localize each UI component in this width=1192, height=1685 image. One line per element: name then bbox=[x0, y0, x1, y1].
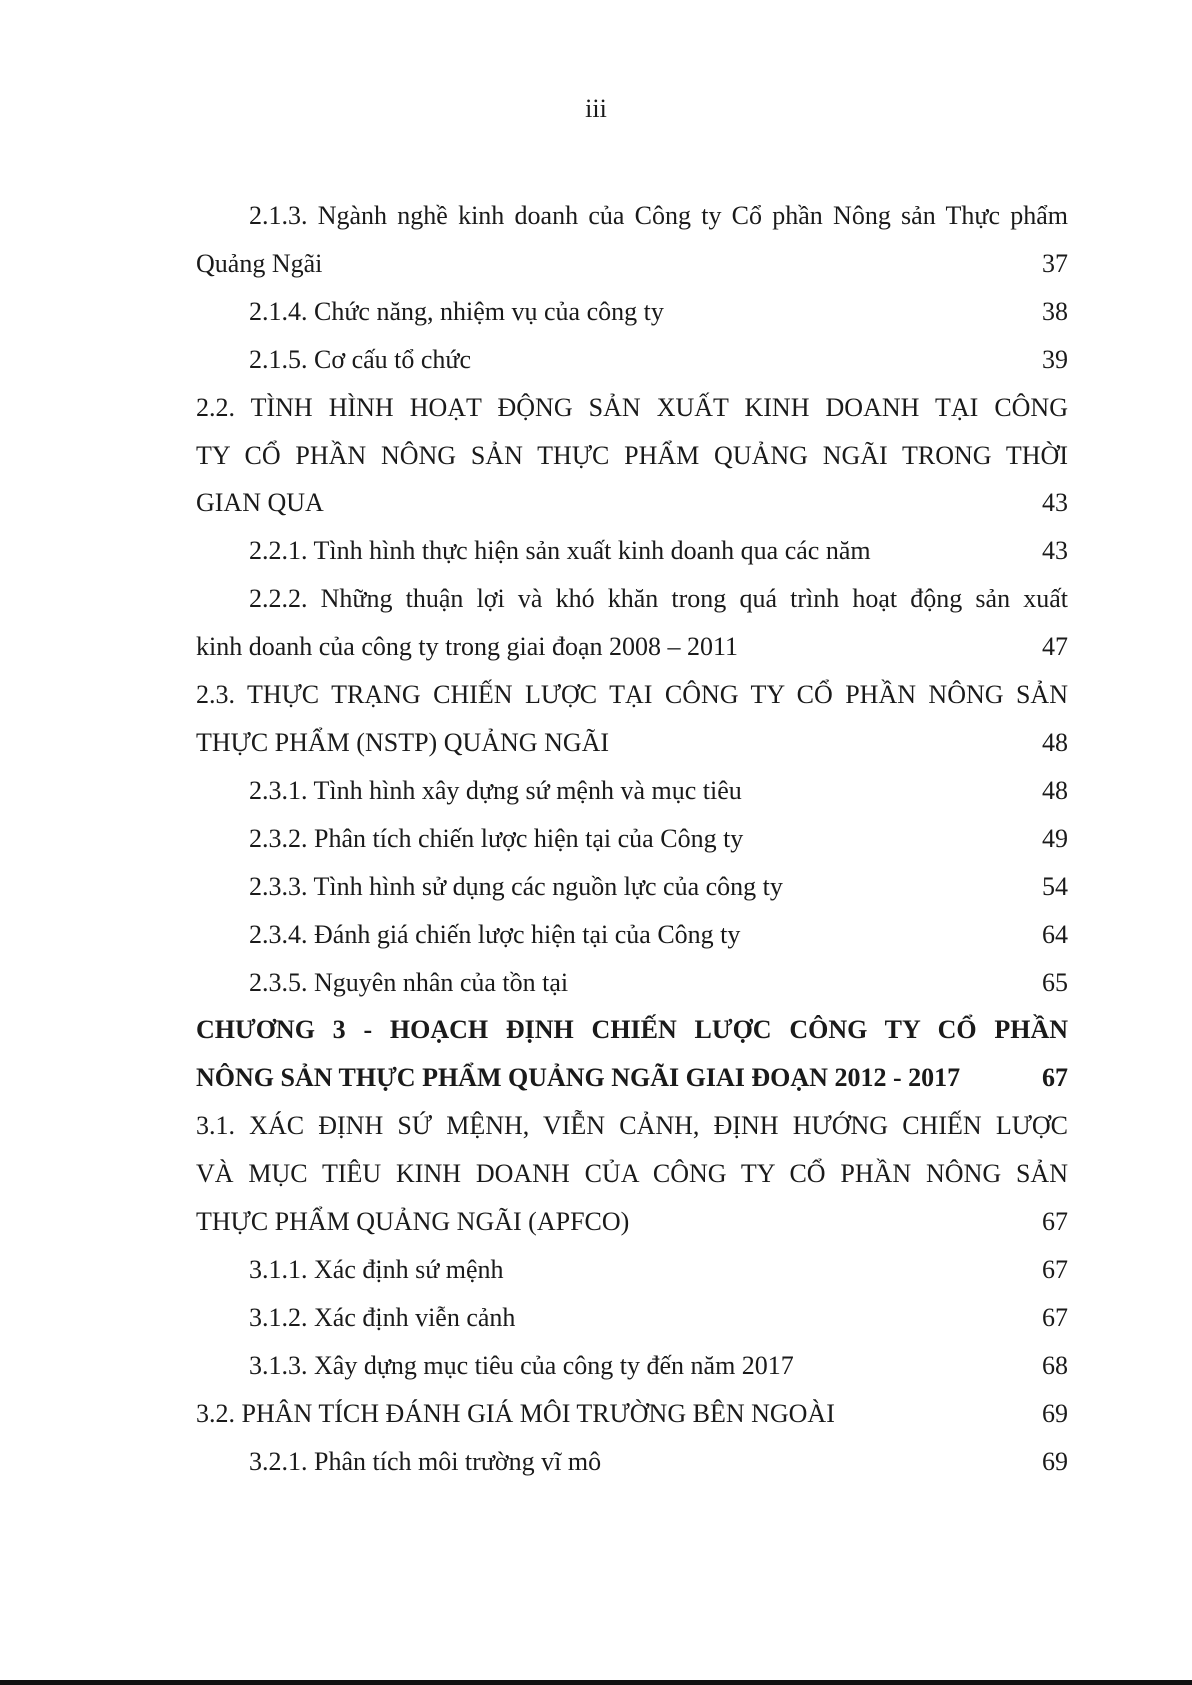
toc-entry-title: 3.2. PHÂN TÍCH ĐÁNH GIÁ MÔI TRƯỜNG BÊN NGOÀI bbox=[196, 1398, 835, 1428]
toc-entry-title: 2.2.1. Tình hình thực hiện sản xuất kinh doanh qua các năm bbox=[249, 536, 871, 566]
toc-entry-title: 2.1.4. Chức năng, nhiệm vụ của công ty bbox=[249, 296, 664, 326]
toc-entry-page: 39 bbox=[1042, 344, 1068, 374]
toc-entry-2-2-1[interactable] bbox=[196, 527, 1068, 575]
page-bottom-edge bbox=[0, 1680, 1192, 1685]
toc-entry-title-line: 3.1. XÁC ĐỊNH SỨ MỆNH, VIỄN CẢNH, ĐỊNH HƯỚNG CHIẾN LƯỢC bbox=[196, 1111, 1068, 1141]
toc-entry-2-3-3[interactable] bbox=[196, 863, 1068, 911]
toc-entry-title-line: NÔNG SẢN THỰC PHẨM QUẢNG NGÃI GIAI ĐOẠN 2012 - 2017 bbox=[196, 1063, 961, 1093]
toc-entry-title: 2.1.3. Ngành nghề kinh doanh của Công ty Cổ phần Nông sản Thực phẩm Quảng Ngãi bbox=[196, 201, 1068, 278]
toc-entry-title: 2.3.5. Nguyên nhân của tồn tại bbox=[249, 967, 569, 997]
toc-entry-2-3-4[interactable] bbox=[196, 911, 1068, 959]
toc-entry-page: 48 bbox=[1042, 775, 1068, 805]
toc-entry-title-line: kinh doanh của công ty trong giai đoạn 2008 – 2011 bbox=[196, 632, 739, 662]
toc-entry-2-1-5[interactable] bbox=[196, 336, 1068, 384]
toc-entry-page: 64 bbox=[1042, 919, 1068, 949]
toc-entry-2-3-2[interactable] bbox=[196, 815, 1068, 863]
toc-entry-title-line: VÀ MỤC TIÊU KINH DOANH CỦA CÔNG TY CỔ PHẦN NÔNG SẢN bbox=[196, 1159, 1068, 1189]
toc-entry-page: 43 bbox=[1042, 536, 1068, 566]
toc-entry-title-line: 2.2. TÌNH HÌNH HOẠT ĐỘNG SẢN XUẤT KINH DOANH TẠI CÔNG bbox=[196, 392, 1068, 422]
toc-entry-page: 37 bbox=[1042, 248, 1068, 278]
toc-entry-3-1-2[interactable] bbox=[196, 1294, 1068, 1342]
toc-entry-page: 38 bbox=[1042, 296, 1068, 326]
toc-entry-2-3[interactable] bbox=[196, 671, 1068, 767]
toc-entry-title-line: 2.3. THỰC TRẠNG CHIẾN LƯỢC TẠI CÔNG TY CỔ PHẦN NÔNG SẢN bbox=[196, 680, 1068, 710]
toc-entry-page: 65 bbox=[1042, 967, 1068, 997]
toc-entry-page: 67 bbox=[1042, 1302, 1068, 1332]
toc-entry-page: 49 bbox=[1042, 823, 1068, 853]
toc-entry-page: 67 bbox=[1042, 1254, 1068, 1284]
toc-entry-page: 69 bbox=[1042, 1398, 1068, 1428]
toc-entry-3-1-3[interactable] bbox=[196, 1342, 1068, 1390]
toc-entry-title-line: THỰC PHẨM (NSTP) QUẢNG NGÃI bbox=[196, 727, 610, 757]
toc-entry-2-2[interactable] bbox=[196, 384, 1068, 528]
toc-entry-3-1[interactable] bbox=[196, 1102, 1068, 1246]
toc-entry-page: 43 bbox=[1042, 488, 1068, 518]
toc-entry-title: 2.3.3. Tình hình sử dụng các nguồn lực của công ty bbox=[249, 871, 783, 901]
toc-entry-title-line: THỰC PHẨM QUẢNG NGÃI (APFCO) bbox=[196, 1207, 630, 1237]
page-number: iii bbox=[585, 94, 607, 123]
toc-entry-2-3-5[interactable] bbox=[196, 959, 1068, 1007]
toc-entry-2-2-2[interactable] bbox=[196, 575, 1068, 671]
toc-entry-title: 2.1.5. Cơ cấu tổ chức bbox=[249, 344, 472, 374]
table-of-contents bbox=[196, 192, 1068, 1485]
toc-entry-2-1-4[interactable] bbox=[196, 288, 1068, 336]
toc-entry-3-2[interactable] bbox=[196, 1390, 1068, 1438]
toc-entry-page: 67 bbox=[1042, 1063, 1068, 1093]
toc-entry-page: 48 bbox=[1042, 727, 1068, 757]
toc-entry-title: 2.3.2. Phân tích chiến lược hiện tại của Công ty bbox=[249, 823, 744, 853]
toc-entry-title: 3.1.1. Xác định sứ mệnh bbox=[249, 1254, 504, 1284]
toc-entry-page: 69 bbox=[1042, 1446, 1068, 1476]
toc-entry-chuong-3[interactable] bbox=[196, 1006, 1068, 1102]
toc-entry-title: 2.3.1. Tình hình xây dựng sứ mệnh và mục tiêu bbox=[249, 775, 742, 805]
toc-entry-page: 68 bbox=[1042, 1350, 1068, 1380]
toc-entry-title: 3.1.2. Xác định viễn cảnh bbox=[249, 1302, 516, 1332]
toc-entry-2-1-3[interactable] bbox=[196, 192, 1068, 288]
toc-entry-title-line: 2.2.2. Những thuận lợi và khó khăn trong quá trình hoạt động sản xuất bbox=[249, 584, 1068, 614]
toc-entry-page: 47 bbox=[1042, 632, 1068, 662]
toc-entry-page: 67 bbox=[1042, 1207, 1068, 1237]
toc-entry-title-line: CHƯƠNG 3 - HOẠCH ĐỊNH CHIẾN LƯỢC CÔNG TY CỔ PHẦN bbox=[196, 1015, 1068, 1045]
toc-entry-2-3-1[interactable] bbox=[196, 767, 1068, 815]
toc-entry-3-1-1[interactable] bbox=[196, 1246, 1068, 1294]
toc-entry-title-line: TY CỔ PHẦN NÔNG SẢN THỰC PHẨM QUẢNG NGÃI TRONG THỜI bbox=[196, 440, 1068, 470]
toc-entry-page: 54 bbox=[1042, 871, 1068, 901]
toc-entry-title: 3.1.3. Xây dựng mục tiêu của công ty đến năm 2017 bbox=[249, 1350, 794, 1380]
toc-entry-title: 2.3.4. Đánh giá chiến lược hiện tại của Công ty bbox=[249, 919, 741, 949]
toc-entry-title: 3.2.1. Phân tích môi trường vĩ mô bbox=[249, 1446, 602, 1476]
toc-entry-3-2-1[interactable] bbox=[196, 1438, 1068, 1486]
toc-entry-title-line: GIAN QUA bbox=[196, 488, 324, 518]
